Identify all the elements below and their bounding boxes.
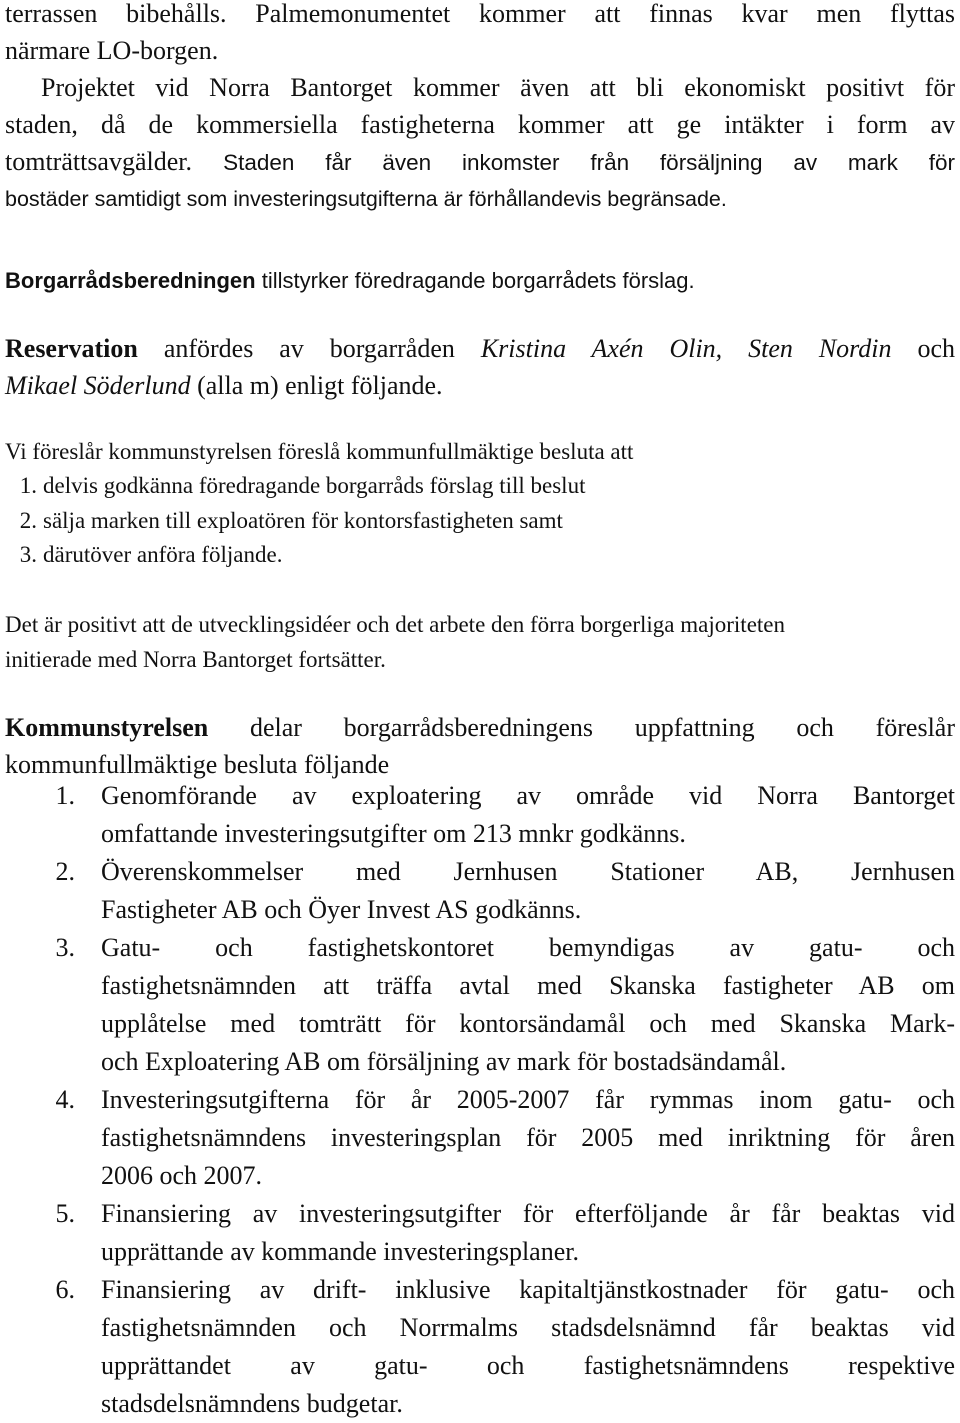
list-number: 4. [55,1085,75,1114]
paragraph-kommunstyrelsen [5,709,955,783]
list-text [101,1195,955,1271]
text-line: närmare LO-borgen. [5,36,219,65]
text-line: Finansiering av drift- inklusive kapitaltjänstkostnader för gatu- och [101,1275,955,1304]
reservation-list [5,469,955,573]
paragraph-borgarradsberedningen [5,263,955,299]
bold-term: Borgarrådsberedningen [5,268,256,293]
decision-item [0,1195,955,1271]
text-line: Det är positivt att de utvecklingsidéer och det arbete den förra borgerliga majoriteten [5,612,786,637]
list-item [5,504,955,539]
list-text: delvis godkänna föredragande borgarråds förslag till beslut [43,473,586,498]
list-text [101,1271,955,1423]
text-line: Investeringsutgifterna för år 2005-2007 får rymmas inom gatu- och [101,1085,955,1114]
bold-term: Reservation [5,334,138,363]
text-line: staden, då de kommersiella fastigheterna kommer att ge intäkter i form av [5,110,955,139]
text-fragment: tillstyrker föredragande borgarrådets förslag. [261,268,695,293]
text-fragment: tomträttsavgälder. [5,147,193,176]
text-fragment: och [917,334,956,363]
text-line: fastighetsnämnden och Norrmalms stadsdelsnämnd får beaktas vid [101,1313,955,1342]
text-line: Projektet vid Norra Bantorget kommer även att bli ekonomiskt positivt för [41,73,955,102]
decision-item [0,853,955,929]
decision-item [0,1081,955,1195]
text-line [5,367,955,404]
list-number: 5. [55,1199,75,1228]
decision-item [0,929,955,1081]
list-item [5,538,955,573]
text-line: bostäder samtidigt som investeringsutgifterna är förhållandevis begränsade. [5,187,727,211]
list-number: 1. [19,473,37,498]
list-text: sälja marken till exploatören för kontorsfastigheten samt [43,507,563,533]
text-fragment: Staden får även inkomster från försäljning av mark för [223,150,956,175]
list-text [101,929,955,1081]
text-line [5,263,955,299]
decision-item [0,777,955,853]
text-line: Finansiering av investeringsutgifter för efterföljande år får beaktas vid [101,1199,955,1228]
text-line [5,330,955,367]
text-fragment: delar borgarrådsberedningens uppfattning och föreslår [249,713,956,742]
text-line: upprättandet av gatu- och fastighetsnämndens respektive [101,1351,955,1380]
paragraph-reservation-proposal [5,435,955,470]
text-line: initierade med Norra Bantorget fortsätter. [5,646,386,672]
list-text [101,777,955,853]
paragraph-economy [5,69,955,218]
text-line [5,709,955,746]
paragraph-positive [5,608,955,677]
text-line: Överenskommelser med Jernhusen Stationer AB, Jernhusen [101,857,955,886]
list-number: 2. [55,857,75,886]
paragraph-palmemonument [5,0,955,69]
names: Kristina Axén Olin, Sten Nordin [480,334,892,363]
list-number: 1. [55,781,75,810]
list-number: 6. [55,1275,75,1304]
text-line: fastighetsnämndens investeringsplan för 2005 med inriktning för åren [101,1123,955,1152]
text-line [5,143,955,181]
text-line: upplåtelse med tomträtt för kontorsändamål och med Skanska Mark- [101,1009,955,1038]
text-line: Vi föreslår kommunstyrelsen föreslå kommunfullmäktige besluta att [5,439,634,464]
text-line: Gatu- och fastighetskontoret bemyndigas av gatu- och [101,933,955,962]
names: Mikael Söderlund [5,371,191,400]
bold-term: Kommunstyrelsen [5,713,209,742]
list-number: 2. [19,507,37,533]
list-number: 3. [19,542,37,567]
text-line: och Exploatering AB om försäljning av mark för bostadsändamål. [101,1047,787,1076]
paragraph-reservation [5,330,955,404]
text-line: stadsdelsnämndens budgetar. [101,1389,403,1418]
text-line: omfattande investeringsutgifter om 213 mnkr godkänns. [101,819,686,848]
list-number: 3. [55,933,75,962]
list-text: därutöver anföra följande. [43,542,283,567]
list-text [101,853,955,929]
text-line: kommunfullmäktige besluta följande [5,750,390,779]
text-line: fastighetsnämnden att träffa avtal med Skanska fastigheter AB om [101,971,955,1000]
list-item [5,469,955,504]
text-line: Fastigheter AB och Öyer Invest AS godkänns. [101,895,582,924]
text-line: Genomförande av exploatering av område vid Norra Bantorget [101,781,955,810]
decision-list [0,777,955,1423]
text-fragment: anfördes av borgarråden [163,334,455,363]
text-line: 2006 och 2007. [101,1161,263,1190]
list-text [101,1081,955,1195]
text-line: terrassen bibehålls. Palmemonumentet kommer att finnas kvar men flyttas [5,0,955,28]
text-line: upprättande av kommande investeringsplaner. [101,1237,579,1266]
text-fragment: (alla m) enligt följande. [197,371,443,400]
decision-item [0,1271,955,1423]
